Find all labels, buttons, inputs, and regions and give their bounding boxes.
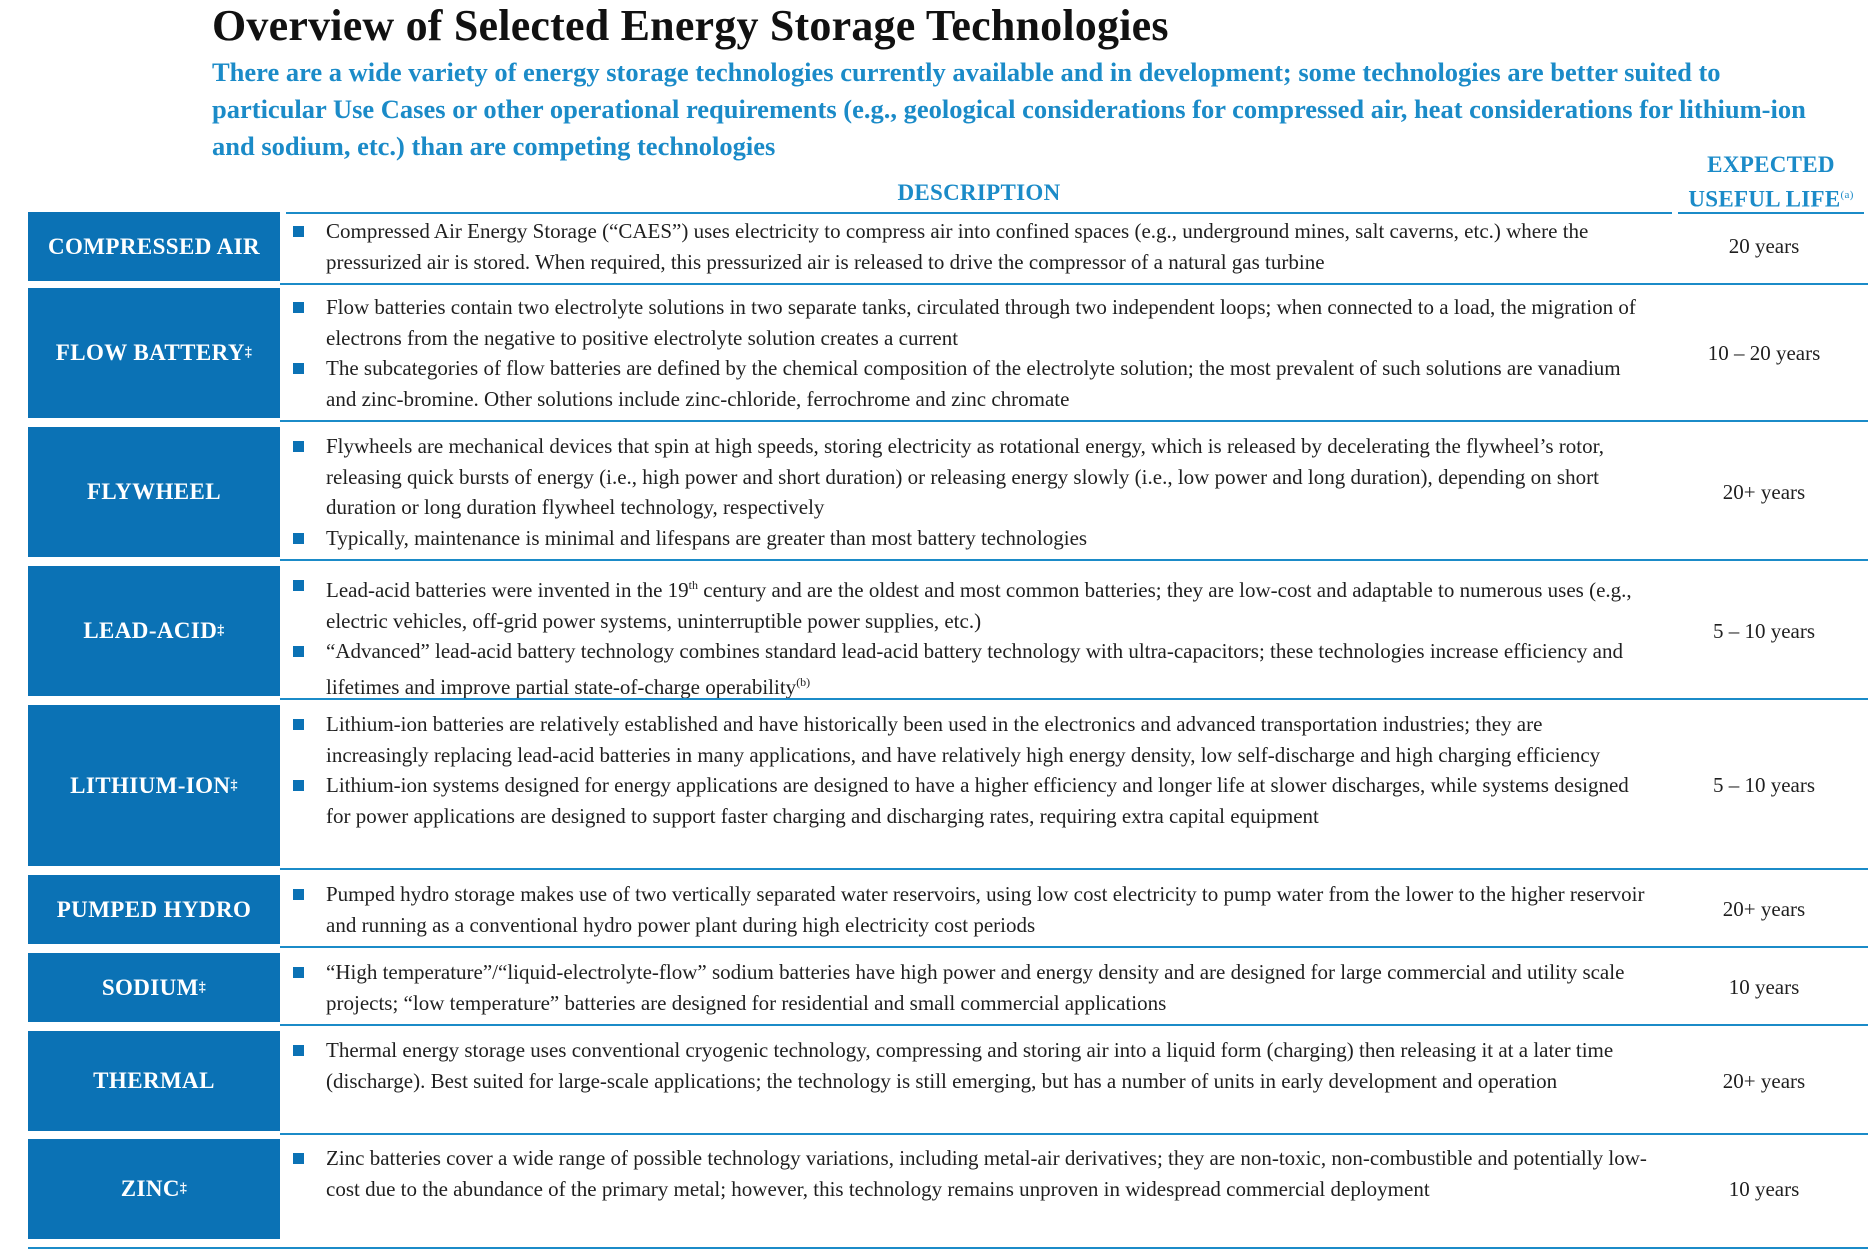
useful-life-column-header bbox=[1676, 150, 1866, 215]
description-bullet bbox=[280, 570, 1660, 636]
description-bullet: Lithium-ion batteries are relatively established and have historically been used in the electronics and advanced transportation industries; they are increasingly replacing lead-acid batteries in many applications, and have relatively high energy density, low self-discharge and high charging efficiency bbox=[280, 709, 1660, 770]
technology-label bbox=[28, 212, 280, 281]
technology-label-text: PUMPED HYDRO bbox=[56, 896, 252, 922]
row-divider bbox=[280, 283, 1868, 285]
technology-label-text: SODIUM bbox=[101, 974, 199, 1000]
technology-label bbox=[28, 1031, 280, 1131]
row-divider bbox=[280, 420, 1868, 422]
technology-description bbox=[280, 288, 1660, 418]
row-divider bbox=[280, 868, 1868, 870]
technology-label bbox=[28, 427, 280, 557]
technology-description bbox=[280, 953, 1660, 1022]
page-subtitle: There are a wide variety of energy storage technologies currently available and in development; some technologies are better suited to particular Use Cases or other operational requirements (e.g., geological considerations for compressed air, heat considerations for lithium-ion and sodium, etc.) than are competing technologies bbox=[212, 57, 1806, 161]
technology-label bbox=[28, 953, 280, 1022]
expected-useful-life: 20 years bbox=[1728, 234, 1800, 258]
dagger-marker: ‡ bbox=[179, 1181, 188, 1196]
page-title: Overview of Selected Energy Storage Technologies bbox=[212, 1, 1169, 50]
technology-description bbox=[280, 1139, 1660, 1239]
useful-life-header-line1: EXPECTED bbox=[1707, 152, 1835, 177]
technology-label bbox=[28, 875, 280, 944]
description-bullet: Lithium-ion systems designed for energy applications are designed to have a higher efficiency and longer life at slower discharges, while systems designed for power applications are designed to support faster charging and discharging rates, requiring extra capital equipment bbox=[280, 770, 1660, 831]
description-bullet: The subcategories of flow batteries are defined by the chemical composition of the electrolyte solution; the most prevalent of such solutions are vanadium and zinc-bromine. Other solutions include zinc-chloride, ferrochrome and zinc chromate bbox=[280, 353, 1660, 414]
ordinal-suffix: th bbox=[688, 578, 699, 592]
footnote-marker-b: (b) bbox=[796, 674, 811, 689]
table-bottom-rule bbox=[28, 1247, 1868, 1249]
bullet-text: Lead-acid batteries were invented in the 19 bbox=[326, 578, 689, 602]
description-bullet bbox=[280, 636, 1660, 702]
technology-row-flywheel bbox=[28, 427, 1868, 557]
description-bullet: Pumped hydro storage makes use of two vertically separated water reservoirs, using low cost electricity to pump water from the lower to the higher reservoir and running as a conventional hydro power plant during high electricity cost periods bbox=[280, 879, 1660, 940]
technology-row-lithium-ion bbox=[28, 705, 1868, 866]
expected-useful-life: 10 years bbox=[1728, 975, 1800, 999]
row-divider bbox=[280, 559, 1868, 561]
bullet-text: “Advanced” lead-acid battery technology combines standard lead-acid battery technology with ultra-capacitors; these technologies increase efficiency and lifetimes and improve partial state-of-charge operability bbox=[326, 639, 1623, 699]
technology-row-sodium bbox=[28, 953, 1868, 1022]
technology-row-pumped-hydro bbox=[28, 875, 1868, 944]
expected-useful-life: 20+ years bbox=[1722, 1068, 1806, 1093]
description-bullet: Flywheels are mechanical devices that spin at high speeds, storing electricity as rotational energy, which is released by decelerating the flywheel’s rotor, releasing quick bursts of energy (i.e., high power and short duration) or releasing energy slowly (i.e., low power and long duration), depending on short duration or long duration flywheel technology, respectively bbox=[280, 431, 1660, 523]
expected-useful-life: 20+ years bbox=[1722, 897, 1806, 921]
technology-label bbox=[28, 566, 280, 696]
technology-description bbox=[280, 705, 1660, 866]
row-divider bbox=[280, 946, 1868, 948]
technology-label bbox=[28, 705, 280, 866]
technology-label bbox=[28, 288, 280, 418]
description-column-header: DESCRIPTION bbox=[897, 180, 1061, 205]
description-bullet: Compressed Air Energy Storage (“CAES”) uses electricity to compress air into confined spaces (e.g., underground mines, salt caverns, etc.) where the pressurized air is stored. When required, this pressurized air is released to drive the compressor of a natural gas turbine bbox=[280, 216, 1660, 277]
dagger-marker: ‡ bbox=[217, 623, 225, 638]
bullet-text-rest: century and are the oldest and most common batteries; they are low-cost and adaptable to numerous uses (e.g., electric vehicles, off-grid power systems, uninterruptible power supplies, etc.) bbox=[326, 578, 1632, 633]
expected-useful-life: 5 – 10 years bbox=[1712, 618, 1816, 643]
description-bullet: Typically, maintenance is minimal and lifespans are greater than most battery technologies bbox=[280, 523, 1660, 554]
technology-description bbox=[280, 1031, 1660, 1131]
technology-row-lead-acid bbox=[28, 566, 1868, 699]
expected-useful-life: 20+ years bbox=[1722, 479, 1806, 504]
row-divider bbox=[280, 1133, 1868, 1135]
technology-row-zinc bbox=[28, 1139, 1868, 1239]
dagger-marker: ‡ bbox=[230, 777, 238, 793]
technology-row-thermal bbox=[28, 1031, 1868, 1131]
expected-useful-life: 5 – 10 years bbox=[1712, 773, 1816, 797]
technology-label-text: THERMAL bbox=[93, 1068, 215, 1093]
technology-label-text: ZINC bbox=[120, 1176, 180, 1201]
dagger-marker: ‡ bbox=[244, 345, 253, 360]
description-bullet: Thermal energy storage uses conventional cryogenic technology, compressing and storing air into a liquid form (charging) then releasing it at a later time (discharge). Best suited for large-scale applications; the technology is still emerging, but has a number of units in early development and operation bbox=[280, 1035, 1660, 1096]
dagger-marker: ‡ bbox=[198, 979, 207, 995]
expected-useful-life: 10 years bbox=[1728, 1176, 1800, 1201]
row-divider bbox=[280, 1024, 1868, 1026]
description-bullet: “High temperature”/“liquid-electrolyte-flow” sodium batteries have high power and energy density and are designed for large commercial and utility scale projects; “low temperature” batteries are designed for residential and small commercial applications bbox=[280, 957, 1660, 1018]
technology-description bbox=[280, 566, 1660, 699]
footnote-marker-a: (a) bbox=[1840, 189, 1854, 201]
row-divider bbox=[280, 698, 1868, 700]
technology-description bbox=[280, 427, 1660, 557]
description-bullet: Flow batteries contain two electrolyte solutions in two separate tanks, circulated through two independent loops; when connected to a load, the migration of electrons from the negative to positive electrolyte solution creates a current bbox=[280, 292, 1660, 353]
description-bullet: Zinc batteries cover a wide range of possible technology variations, including metal-air derivatives; they are non-toxic, non-combustible and potentially low-cost due to the abundance of the primary metal; however, this technology remains unproven in widespread commercial deployment bbox=[280, 1143, 1660, 1204]
expected-useful-life: 10 – 20 years bbox=[1707, 340, 1821, 365]
technology-label bbox=[28, 1139, 280, 1239]
useful-life-header-line2: USEFUL LIFE bbox=[1688, 186, 1841, 212]
technology-label-text: LITHIUM-ION bbox=[70, 772, 231, 798]
technology-label-text: COMPRESSED AIR bbox=[48, 233, 260, 259]
technology-row-flow-battery bbox=[28, 288, 1868, 418]
technology-label-text: FLYWHEEL bbox=[86, 479, 221, 504]
technology-row-compressed-air bbox=[28, 212, 1868, 281]
technology-label-text: FLOW BATTERY bbox=[55, 340, 245, 365]
technology-label-text: LEAD-ACID bbox=[83, 618, 218, 643]
technology-description bbox=[280, 875, 1660, 944]
technology-description bbox=[280, 212, 1660, 281]
